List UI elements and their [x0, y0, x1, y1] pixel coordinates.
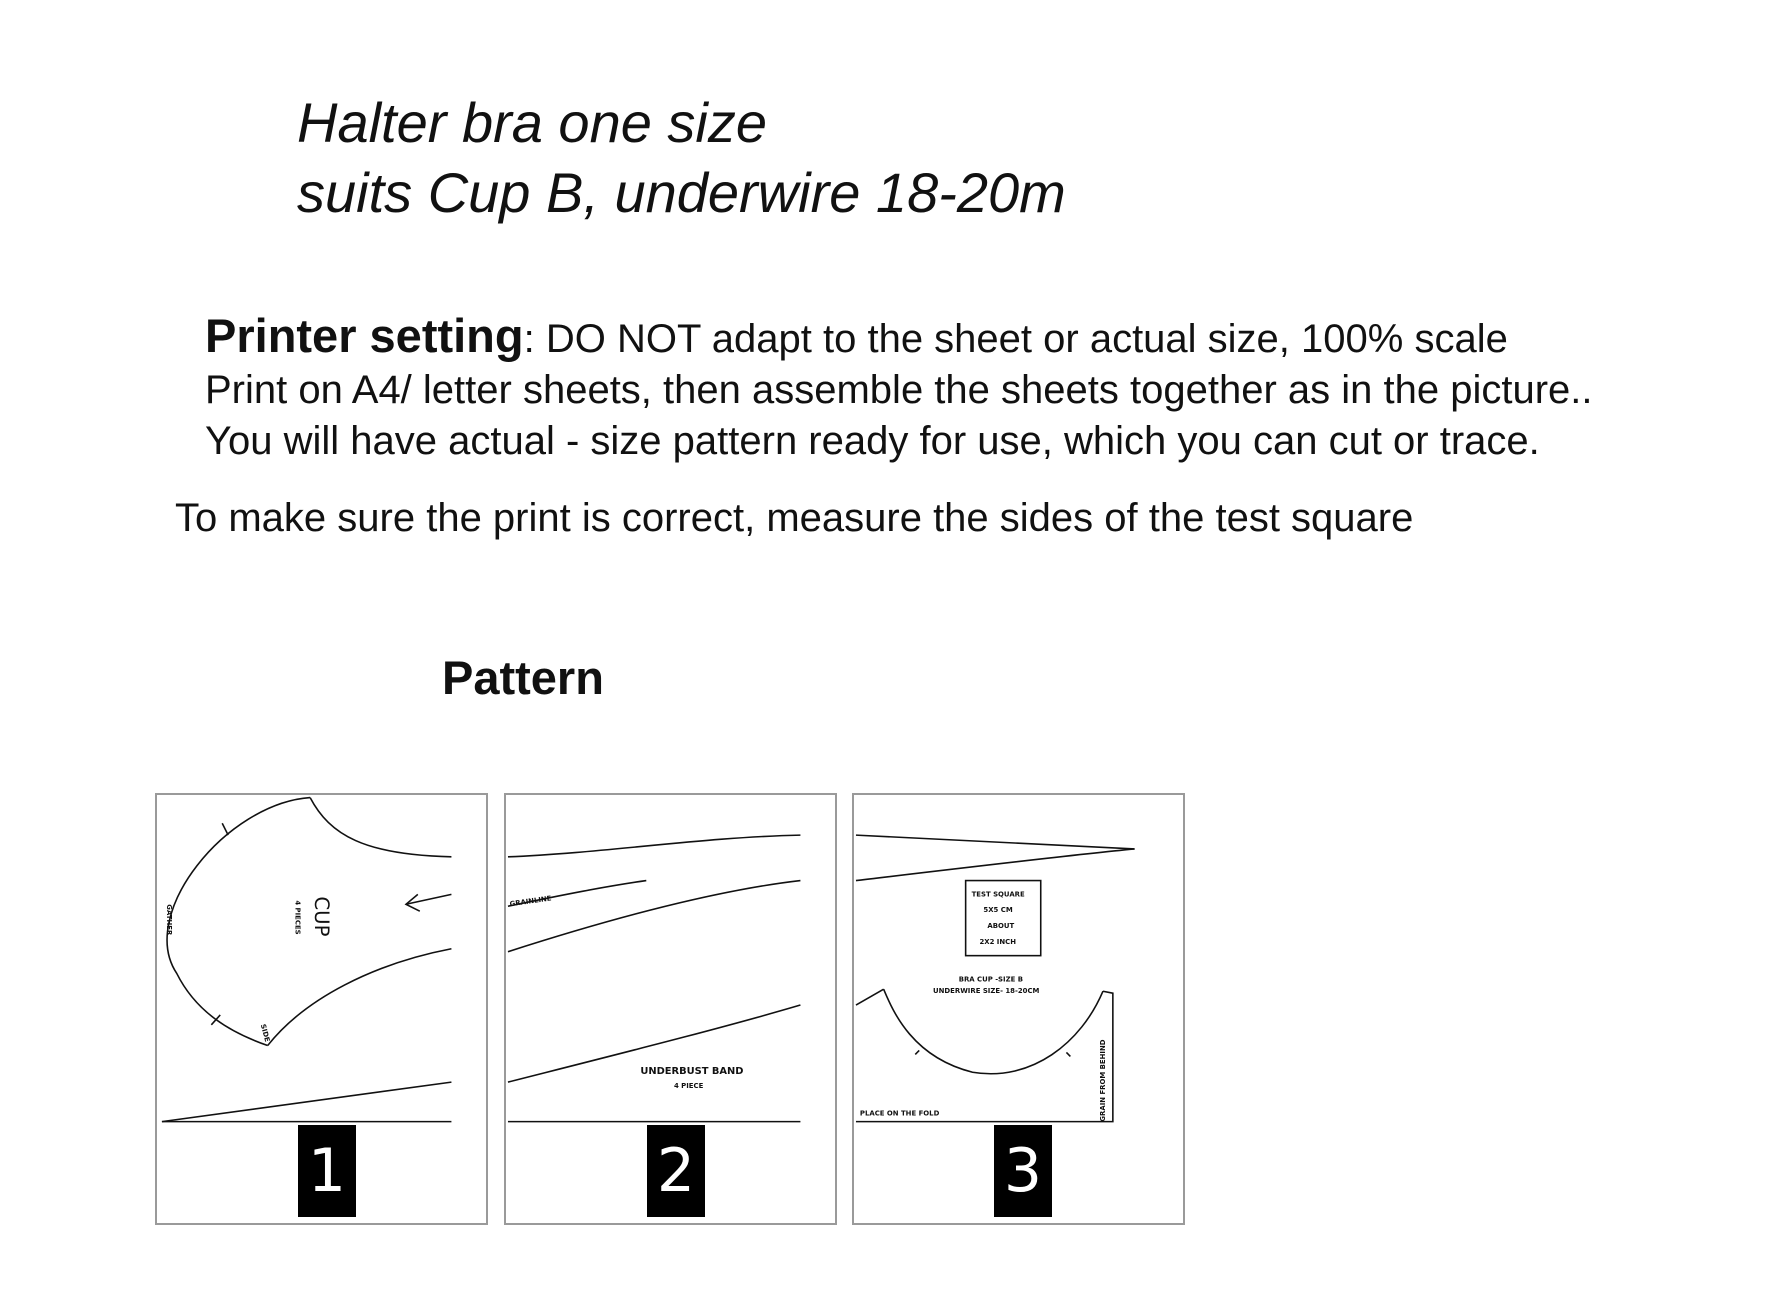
cup-notch-right [1066, 1052, 1070, 1056]
printer-setting-line [205, 310, 1592, 365]
title-line-2: suits Cup B, underwire 18-20m [297, 161, 1066, 224]
sheet-number-1: 1 [298, 1125, 356, 1217]
sheet-number-3: 3 [994, 1125, 1052, 1217]
test-square-line-3: ABOUT [987, 921, 1015, 930]
side-mark-label: SIDE [258, 1023, 272, 1043]
pattern-sheet-1 [155, 793, 488, 1225]
pattern-sheet-2 [504, 793, 837, 1225]
test-square-line-4: 2X2 INCH [979, 937, 1017, 946]
gather-label: GATHER [164, 904, 173, 936]
cup-notch-left [915, 1050, 919, 1054]
strap-top-edge [856, 835, 1135, 849]
cup-pieces-label: 4 PIECES [293, 900, 302, 935]
actual-size-line: You will have actual - size pattern ready for use, which you can cut or trace. [205, 419, 1540, 463]
print-sheets-line: Print on A4/ letter sheets, then assemble the sheets together as in the picture.. [205, 368, 1593, 412]
pattern-sheet-3 [852, 793, 1185, 1225]
notch-top [222, 823, 228, 835]
band-top-edge [508, 835, 800, 857]
grainline-label: GRAINLINE [509, 894, 552, 909]
sheet-number-2: 2 [647, 1125, 705, 1217]
strap-top-line [162, 1082, 451, 1122]
pattern-heading: Pattern [442, 651, 604, 704]
strap-lower-edge [856, 849, 1135, 881]
test-square-line-2: 5X5 CM [983, 906, 1013, 915]
underwire-size-label: UNDERWIRE SIZE- 18-20CM [933, 987, 1040, 996]
cup-top-curve [310, 798, 451, 857]
printer-setting-text: : DO NOT adapt to the sheet or actual size, 100% scale [523, 317, 1508, 361]
printing-instructions [205, 310, 1592, 467]
bra-cup-left-tip [856, 989, 884, 1005]
cup-size-label: BRA CUP -SIZE B [958, 975, 1024, 984]
test-square-line-1: TEST SQUARE [971, 890, 1025, 899]
grain-side-label: GRAIN FROM BEHIND [1098, 1039, 1107, 1122]
title-line-1: Halter bra one size [297, 91, 768, 154]
printer-setting-label: Printer setting [205, 309, 524, 362]
band-pieces-label: 4 PIECE [673, 1082, 704, 1091]
band-upper-seam [508, 881, 800, 952]
cup-label: CUP [310, 896, 334, 937]
fold-label: PLACE ON THE FOLD [859, 1109, 940, 1118]
measure-note: To make sure the print is correct, measure the sides of the test square [175, 496, 1414, 540]
cup-lower-curve [268, 949, 452, 1046]
band-label: UNDERBUST BAND [640, 1066, 744, 1078]
bra-cup-curve [884, 989, 1103, 1074]
cup-outer-curve [164, 798, 310, 1046]
document-title [297, 88, 1066, 228]
